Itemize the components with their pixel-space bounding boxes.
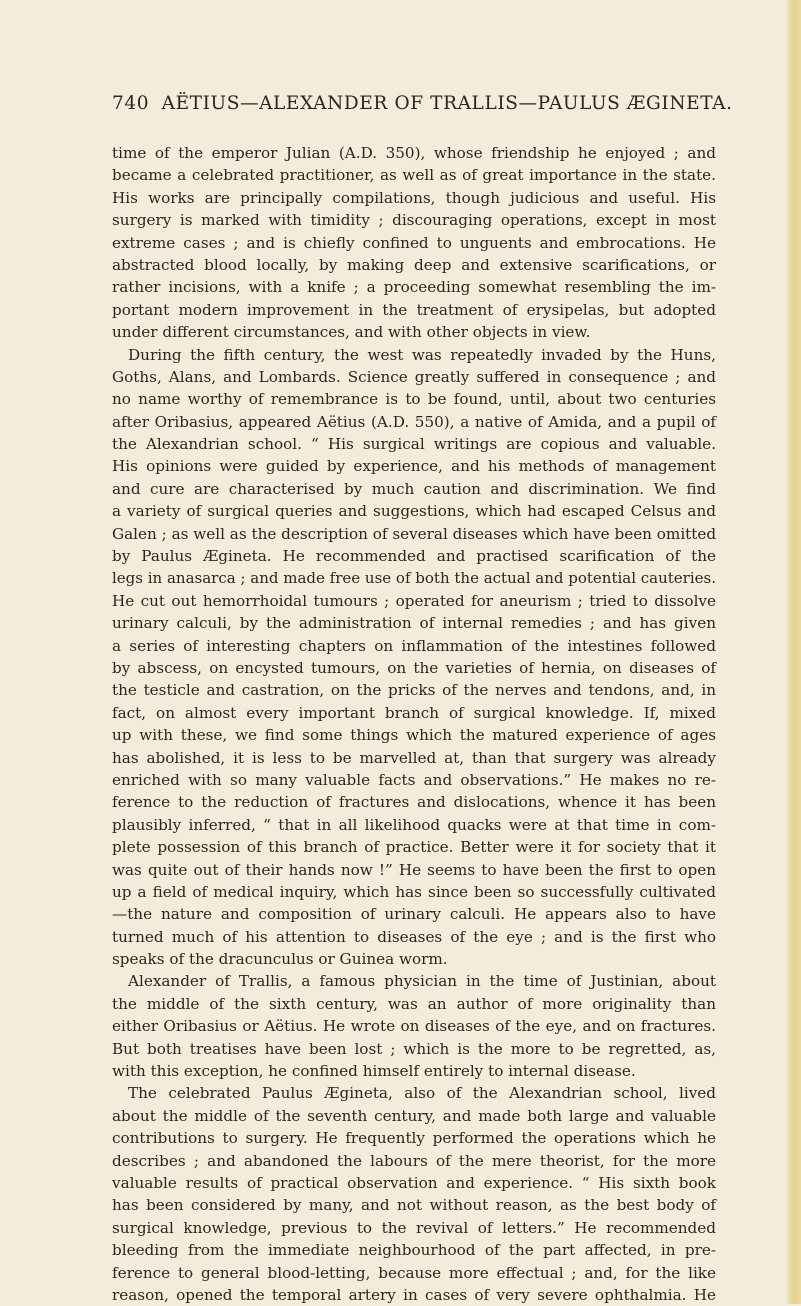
text-line: after Oribasius, appeared Aëtius (A.D. 550), a native of Amida, and a pupil of	[112, 412, 716, 431]
text-line: either Oribasius or Aëtius. He wrote on diseases of the eye, and on fractures.	[112, 1017, 716, 1036]
text-line: —the nature and composition of urinary calculi. He appears also to have	[112, 905, 716, 924]
text-line: surgical knowledge, previous to the revival of letters.” He recommended	[112, 1218, 716, 1237]
text-line: the Alexandrian school. “ His surgical writings are copious and valuable.	[112, 435, 716, 454]
text-line: enriched with so many valuable facts and observations.” He makes no re-	[112, 770, 716, 789]
text-line: His opinions were guided by experience, and his methods of management	[112, 457, 716, 476]
text-line: But both treatises have been lost ; which is the more to be regretted, as,	[112, 1039, 716, 1058]
text-line: up a field of medical inquiry, which has since been so successfully cultivated	[112, 882, 716, 901]
running-header	[112, 93, 733, 114]
text-line: He cut out hemorrhoidal tumours ; operated for aneurism ; tried to dissolve	[112, 591, 716, 610]
text-line: plausibly inferred, “ that in all likelihood quacks were at that time in com-	[112, 815, 716, 834]
text-line: by Paulus Ægineta. He recommended and practised scarification of the	[112, 547, 716, 566]
text-line: the testicle and castration, on the pricks of the nerves and tendons, and, in	[112, 681, 716, 700]
text-line: up with these, we find some things which the matured experience of ages	[112, 726, 716, 745]
text-line: the middle of the sixth century, was an author of more originality than	[112, 994, 716, 1013]
text-line: plete possession of this branch of practice. Better were it for society that it	[112, 838, 716, 857]
text-line: ference to general blood-letting, because more effectual ; and, for the like	[112, 1263, 716, 1282]
text-line: a series of interesting chapters on inflammation of the intestines followed	[112, 636, 716, 655]
text-line: time of the emperor Julian (A.D. 350), whose friendship he enjoyed ; and	[112, 144, 716, 162]
text-line: was quite out of their hands now !” He seems to have been the first to open	[112, 860, 716, 879]
text-line: rather incisions, with a knife ; a proceeding somewhat resembling the im-	[112, 278, 716, 297]
text-line: ference to the reduction of fractures and dislocations, whence it has been	[112, 793, 716, 812]
text-line: valuable results of practical observation and experience. “ His sixth book	[112, 1173, 716, 1192]
text-line: surgery is marked with timidity ; discouraging operations, except in most	[112, 211, 716, 230]
text-line: and cure are characterised by much caution and discrimination. We find	[112, 479, 716, 498]
text-line: with this exception, he confined himself entirely to internal disease.	[112, 1062, 636, 1081]
running-title: AËTIUS—ALEXANDER OF TRALLIS—PAULUS ÆGINETA.	[161, 93, 733, 114]
text-line: The celebrated Paulus Ægineta, also of the Alexandrian school, lived	[128, 1084, 716, 1103]
text-line: under different circumstances, and with other objects in view.	[112, 323, 591, 342]
page-edge	[787, 0, 801, 1304]
text-line: fact, on almost every important branch of surgical knowledge. If, mixed	[112, 703, 716, 722]
text-line: Goths, Alans, and Lombards. Science greatly suffered in consequence ; and	[112, 367, 716, 386]
text-line: by abscess, on encysted tumours, on the varieties of hernia, on diseases of	[112, 658, 716, 677]
text-line: His works are principally compilations, though judicious and useful. His	[112, 188, 716, 207]
text-line: reason, opened the temporal artery in cases of very severe ophthalmia. He	[112, 1285, 716, 1304]
text-line: a variety of surgical queries and suggestions, which had escaped Celsus and	[112, 502, 716, 521]
text-line: turned much of his attention to diseases of the eye ; and is the first who	[112, 927, 716, 946]
text-line: bleeding from the immediate neighbourhood of the part affected, in pre-	[112, 1241, 716, 1260]
text-line: describes ; and abandoned the labours of the mere theorist, for the more	[112, 1151, 716, 1170]
text-line: Alexander of Trallis, a famous physician in the time of Justinian, about	[128, 972, 716, 991]
text-line: extreme cases ; and is chiefly confined to unguents and embrocations. He	[112, 233, 716, 252]
text-line: has abolished, it is less to be marvelled at, than that surgery was already	[112, 748, 716, 767]
text-line: became a celebrated practitioner, as well as of great importance in the state.	[112, 166, 716, 185]
text-line: legs in anasarca ; and made free use of both the actual and potential cauteries.	[112, 569, 716, 588]
text-line: During the fifth century, the west was repeatedly invaded by the Huns,	[128, 345, 716, 364]
text-line: abstracted blood locally, by making deep and extensive scarifications, or	[112, 255, 716, 274]
text-line: about the middle of the seventh century, and made both large and valuable	[112, 1106, 716, 1125]
text-line: Galen ; as well as the description of several diseases which have been omitted	[112, 524, 717, 543]
body-text	[112, 142, 716, 1306]
text-line: portant modern improvement in the treatment of erysipelas, but adopted	[112, 300, 716, 319]
text-line: speaks of the dracunculus or Guinea worm.	[112, 950, 448, 969]
text-line: urinary calculi, by the administration of internal remedies ; and has given	[112, 614, 716, 633]
text-line: contributions to surgery. He frequently performed the operations which he	[112, 1129, 716, 1148]
text-line: no name worthy of remembrance is to be found, until, about two centuries	[112, 390, 716, 409]
page-number: 740	[112, 93, 150, 114]
text-line: has been considered by many, and not without reason, as the best body of	[112, 1196, 716, 1215]
